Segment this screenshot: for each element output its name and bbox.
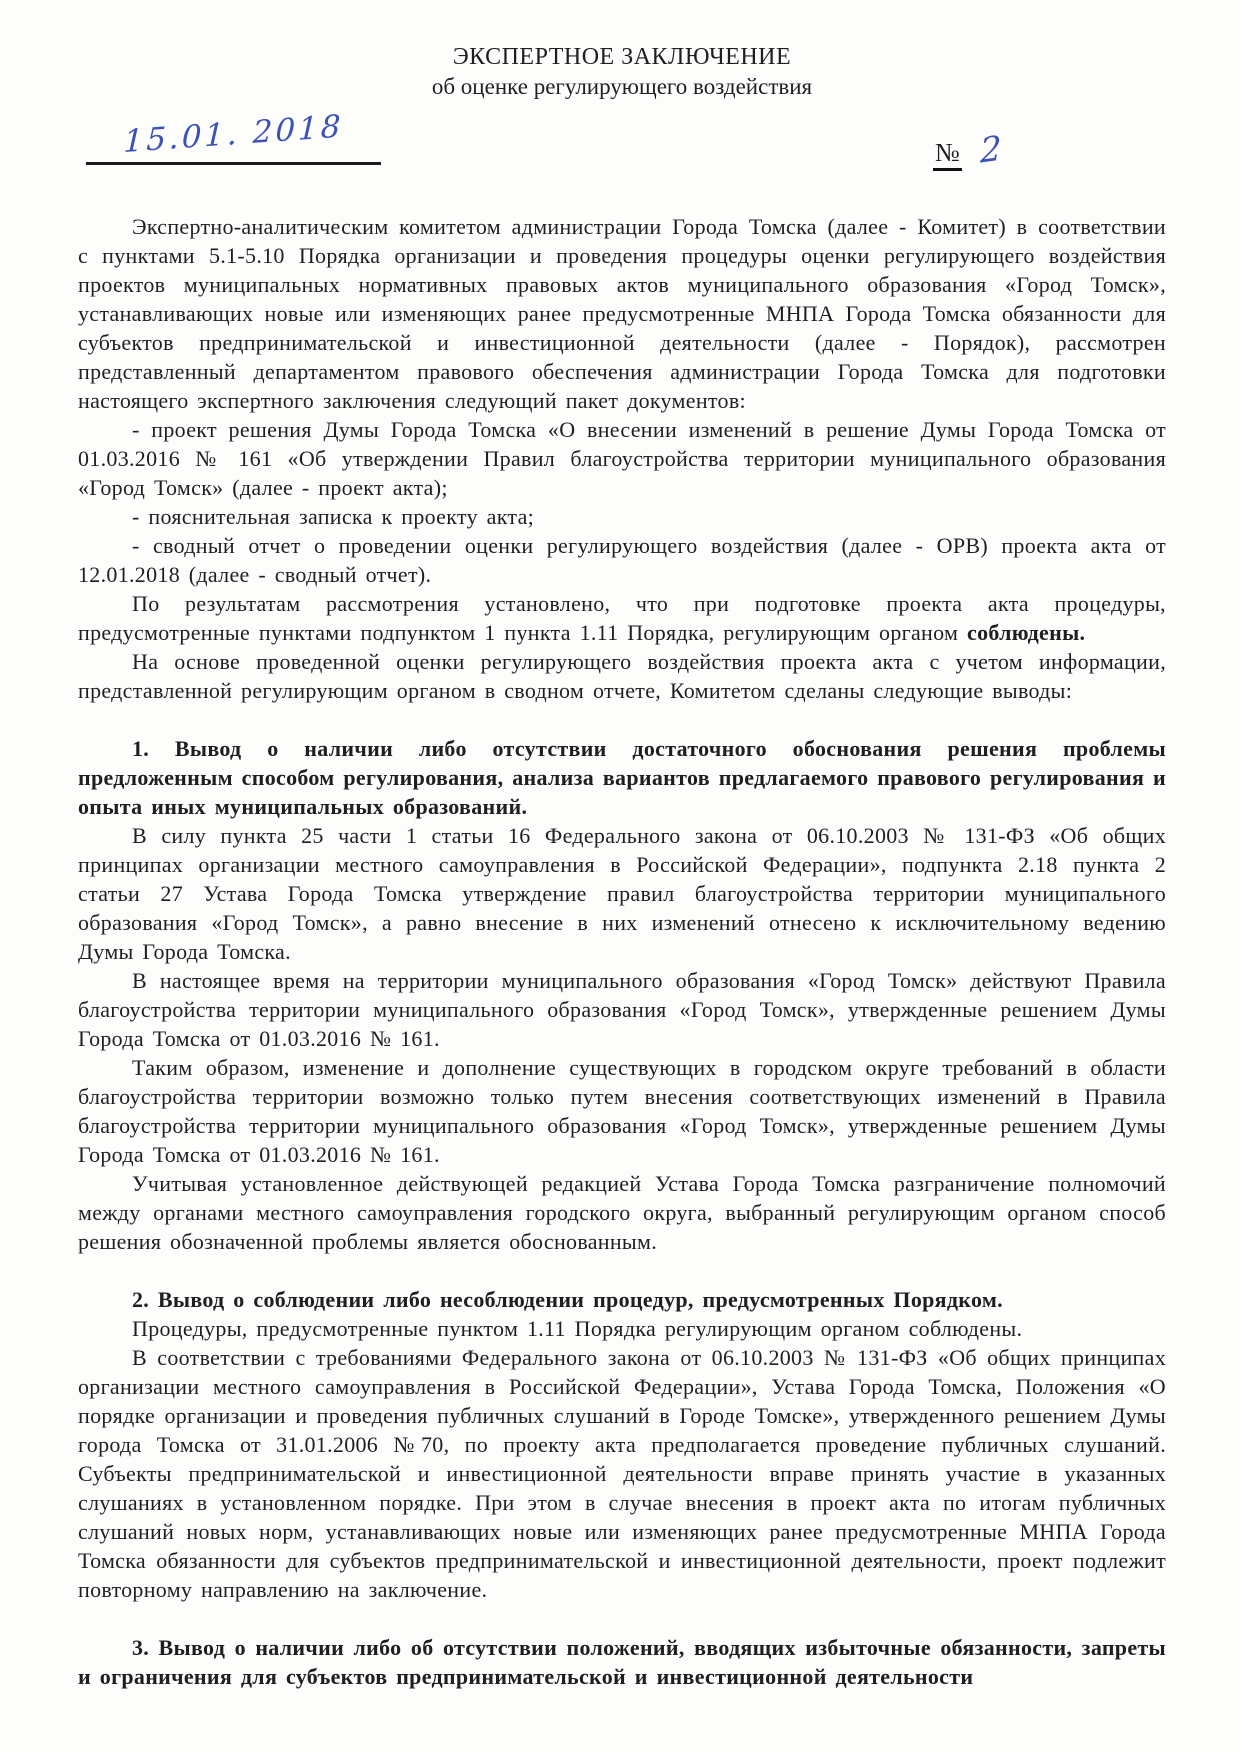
document-number-sign: № bbox=[933, 138, 962, 171]
intro-paragraph-3: На основе проведенной оценки регулирующего воздействия проекта акта с учетом информации, представленной регулирующим органом в сводном отчете, Комитетом сделаны следующие выводы: bbox=[78, 649, 1166, 703]
intro-list-item-summary-report: - сводный отчет о проведении оценки регулирующего воздействия (далее - ОРВ) проекта акта от 12.01.2018 (далее - сводный отчет). bbox=[78, 533, 1166, 587]
section-2-paragraph-2: В соответствии с требованиями Федерального закона от 06.10.2003 № 131-ФЗ «Об общих принципах организации местного самоуправления в Российской Федерации», Устава Города Томска, Положения «О порядке организации и проведения публичных слушаний в Городе Томске», утвержденного решением Думы города Томска от 31.01.2006 №70, по проекту акта предполагается проведение публичных слушаний. Субъекты предпринимательской и инвестиционной деятельности вправе принять участие в указанных слушаниях в установленном порядке. При этом в случае внесения в проект акта по итогам публичных слушаний новых норм, устанавливающих новые или изменяющих ранее предусмотренные МНПА Города Томска обязанности для субъектов предпринимательской и инвестиционной деятельности, проект подлежит повторному направлению на заключение. bbox=[78, 1345, 1166, 1602]
number-block bbox=[933, 130, 1001, 170]
intro-paragraph-2-text: По результатам рассмотрения установлено, что при подготовке проекта акта процедуры, предусмотренные пунктами подпунктом 1 пункта 1.11 Порядка, регулирующим органом bbox=[78, 591, 1166, 645]
intro-paragraph-1: Экспертно-аналитическим комитетом администрации Города Томска (далее - Комитет) в соответствии с пунктами 5.1-5.10 Порядка организации и проведения процедуры оценки регулирующего воздействия проектов муниципальных нормативных правовых актов муниципального образования «Город Томск», устанавливающих новые или изменяющих ранее предусмотренные МНПА Города Томска обязанности для субъектов предпринимательской и инвестиционной деятельности (далее - Порядок), рассмотрен представленный департаментом правового обеспечения администрации Города Томска для подготовки настоящего экспертного заключения следующий пакет документов: bbox=[78, 214, 1166, 413]
section-1-paragraph-1: В силу пункта 25 части 1 статьи 16 Федерального закона от 06.10.2003 № 131-ФЗ «Об общих принципах организации местного самоуправления в Российской Федерации», подпункта 2.18 пункта 2 статьи 27 Устава Города Томска утверждение правил благоустройства территории муниципального образования «Город Томск», а равно внесение в них изменений отнесено к исключительному ведению Думы Города Томска. bbox=[78, 823, 1166, 964]
handwritten-date: 15.01. 2018 bbox=[123, 108, 345, 160]
section-3-heading: 3. Вывод о наличии либо об отсутствии положений, вводящих избыточные обязанности, запреты и ограничения для субъектов предпринимательской и инвестиционной деятельности bbox=[78, 1635, 1166, 1689]
date-block bbox=[86, 108, 381, 165]
meta-row bbox=[78, 108, 1166, 198]
handwritten-document-number: 2 bbox=[979, 128, 1002, 172]
document-body bbox=[78, 212, 1166, 1691]
intro-paragraph-2-bold: соблюдены. bbox=[967, 620, 1086, 645]
document-subtitle: об оценке регулирующего воздействия bbox=[431, 74, 813, 99]
document-title: ЭКСПЕРТНОЕ ЗАКЛЮЧЕНИЕ bbox=[452, 44, 792, 70]
section-1-heading: 1. Вывод о наличии либо отсутствии достаточного обоснования решения проблемы предложенным способом регулирования, анализа вариантов предлагаемого правового регулирования и опыта иных муниципальных образований. bbox=[78, 736, 1166, 819]
section-1-paragraph-2: В настоящее время на территории муниципального образования «Город Томск» действуют Правила благоустройства территории муниципального образования «Город Томск», утвержденные решением Думы Города Томска от 01.03.2016 № 161. bbox=[78, 968, 1166, 1051]
section-2-paragraph-1: Процедуры, предусмотренные пунктом 1.11 Порядка регулирующим органом соблюдены. bbox=[132, 1316, 1023, 1341]
section-1-paragraph-3: Таким образом, изменение и дополнение существующих в городском округе требований в области благоустройства территории возможно только путем внесения соответствующих изменений в Правила благоустройства территории муниципального образования «Город Томск», утвержденные решением Думы Города Томска от 01.03.2016 № 161. bbox=[78, 1055, 1166, 1167]
section-2-heading: 2. Вывод о соблюдении либо несоблюдении процедур, предусмотренных Порядком. bbox=[132, 1287, 1003, 1312]
section-1-paragraph-4: Учитывая установленное действующей редакцией Устава Города Томска разграничение полномочий между органами местного самоуправления городского округа, выбранный регулирующим органом способ решения обозначенной проблемы является обоснованным. bbox=[78, 1171, 1166, 1254]
intro-paragraph-2 bbox=[78, 589, 1166, 647]
intro-list-item-draft-decision: - проект решения Думы Города Томска «О внесении изменений в решение Думы Города Томска от 01.03.2016 № 161 «Об утверждении Правил благоустройства территории муниципального образования «Город Томск» (далее - проект акта); bbox=[78, 417, 1166, 500]
date-underline bbox=[86, 162, 381, 165]
intro-list-item-explanatory-note: - пояснительная записка к проекту акта; bbox=[132, 504, 535, 529]
